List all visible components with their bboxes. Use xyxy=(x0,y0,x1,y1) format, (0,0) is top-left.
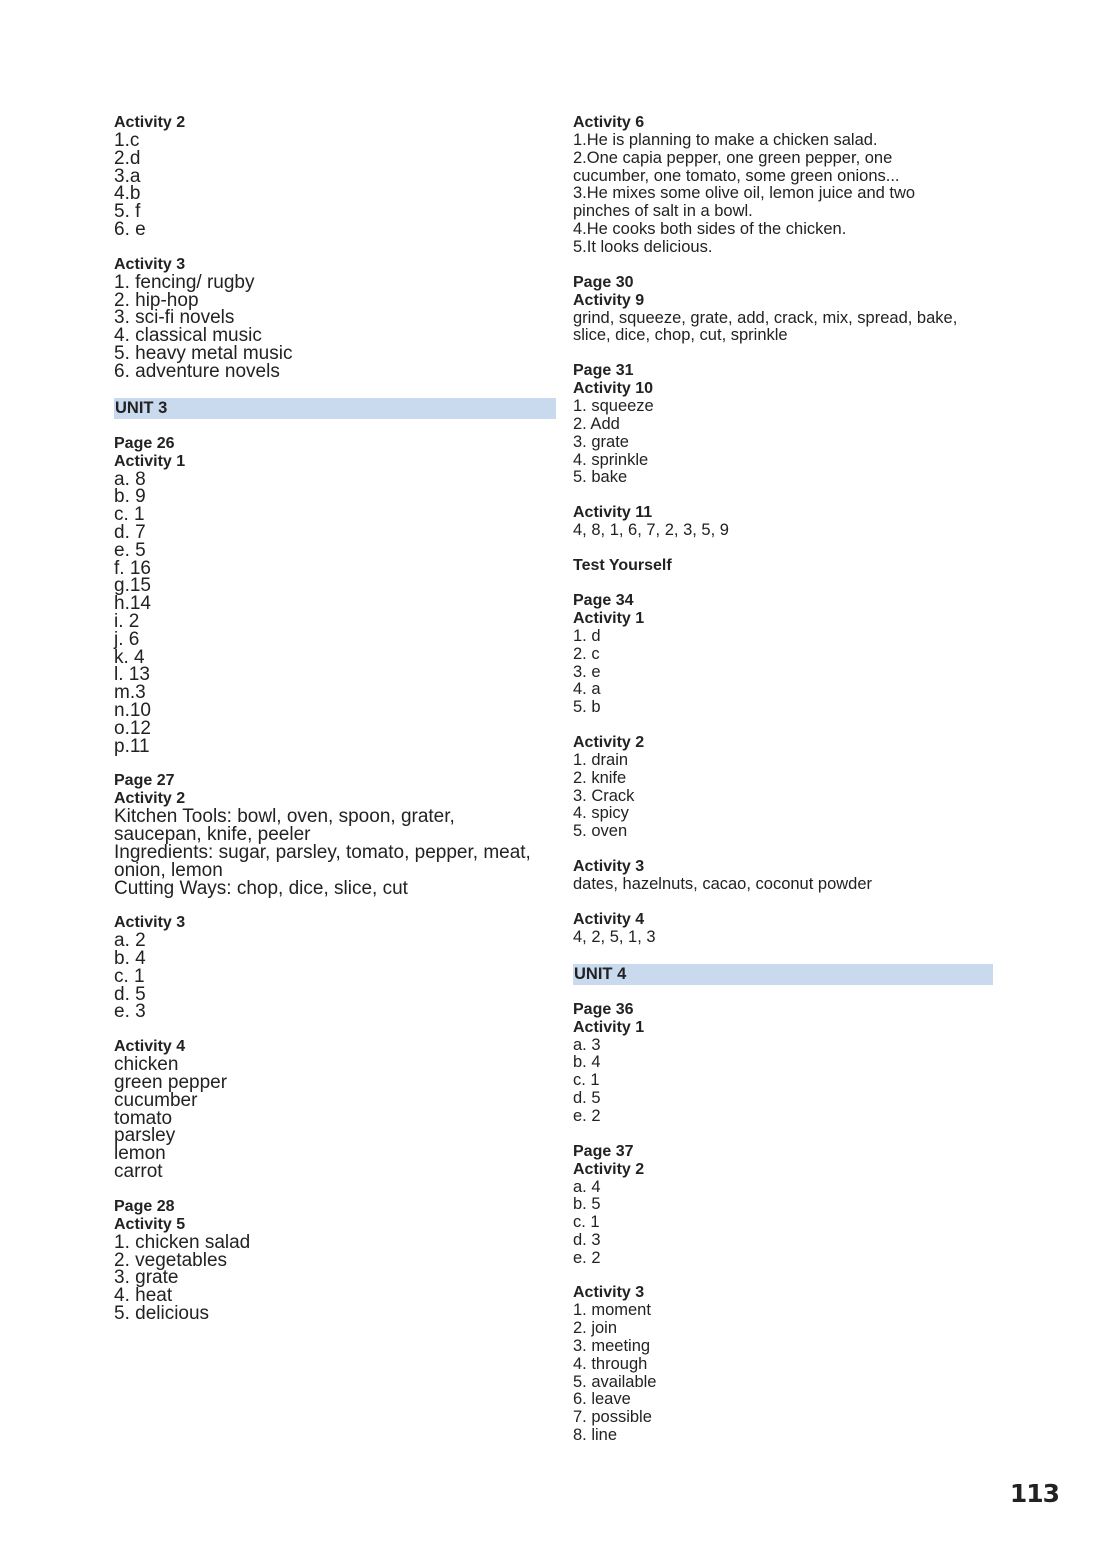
answer-line: 2. hip-hop xyxy=(114,289,199,311)
answer-block xyxy=(573,274,993,346)
answer-line: 5. f xyxy=(114,201,141,223)
answer-line: grind, squeeze, grate, add, crack, mix, spread, bake, xyxy=(573,308,958,327)
answer-line: Ingredients: sugar, parsley, tomato, pepper, meat, xyxy=(114,841,531,863)
answer-line: 5. available xyxy=(573,1372,657,1391)
answer-line: 2. join xyxy=(573,1319,618,1338)
answer-block xyxy=(573,592,993,717)
answer-line: a. 2 xyxy=(114,930,146,952)
section-heading: Page 28 xyxy=(114,1197,175,1215)
answer-line: g.15 xyxy=(114,575,151,597)
answer-line: n.10 xyxy=(114,699,151,721)
answer-line: c. 1 xyxy=(114,504,145,526)
answer-line: 5. bake xyxy=(573,468,628,487)
section-heading: Activity 10 xyxy=(573,380,654,398)
answer-line: 2. vegetables xyxy=(114,1249,228,1271)
answer-line: 4. heat xyxy=(114,1285,173,1307)
answer-line: parsley xyxy=(114,1125,176,1147)
answer-line: c. 1 xyxy=(573,1071,600,1090)
answer-line: tomato xyxy=(114,1107,173,1129)
answer-block xyxy=(573,504,993,540)
answer-line: 1. chicken salad xyxy=(114,1231,251,1253)
section-heading: Activity 1 xyxy=(573,1018,645,1036)
answer-block xyxy=(114,256,556,381)
answer-block xyxy=(573,858,993,894)
answer-line: 4. a xyxy=(573,680,601,699)
answer-line: 3.He mixes some olive oil, lemon juice and two xyxy=(573,184,916,203)
answer-line: 4. classical music xyxy=(114,325,262,347)
section-heading: Page 26 xyxy=(114,434,175,452)
answer-line: d. 7 xyxy=(114,521,146,543)
answer-line: d. 5 xyxy=(573,1088,601,1107)
answer-line: j. 6 xyxy=(114,628,140,650)
section-heading: Activity 2 xyxy=(573,733,645,751)
answer-line: 3. Crack xyxy=(573,786,635,805)
answer-line: dates, hazelnuts, cacao, coconut powder xyxy=(573,874,873,893)
section-heading: Activity 1 xyxy=(573,609,645,627)
section-heading: Activity 3 xyxy=(114,914,186,932)
answer-line: 4, 2, 5, 1, 3 xyxy=(573,927,656,946)
answer-line: o.12 xyxy=(114,717,151,739)
answer-line: 6. leave xyxy=(573,1390,631,1409)
answer-line: 4. sprinkle xyxy=(573,450,649,469)
answer-line: 3. meeting xyxy=(573,1337,651,1356)
answer-line: cucumber, one tomato, some green onions... xyxy=(573,166,900,185)
answer-line: 5. heavy metal music xyxy=(114,342,293,364)
section-heading: Activity 2 xyxy=(573,1160,645,1178)
section-heading: Activity 6 xyxy=(573,114,645,131)
answer-line: pinches of salt in a bowl. xyxy=(573,202,753,221)
answer-block xyxy=(573,1001,993,1126)
answer-line: 1. squeeze xyxy=(573,397,654,416)
section-heading: Test Yourself xyxy=(573,556,672,574)
answer-line: 6. e xyxy=(114,218,146,240)
answer-line: l. 13 xyxy=(114,664,150,686)
answer-line: Kitchen Tools: bowl, oven, spoon, grater, xyxy=(114,806,455,828)
answer-block xyxy=(114,1198,556,1323)
answer-line: 1. fencing/ rugby xyxy=(114,271,255,293)
answer-line: 1.He is planning to make a chicken salad. xyxy=(573,131,878,149)
answer-line: 7. possible xyxy=(573,1408,652,1427)
section-heading: Page 36 xyxy=(573,1000,634,1018)
answer-line: b. 5 xyxy=(573,1195,601,1214)
answer-line: 3. sci-fi novels xyxy=(114,307,235,329)
answer-block xyxy=(573,362,993,487)
answer-line: 2.One capia pepper, one green pepper, one xyxy=(573,148,893,167)
right-column xyxy=(573,114,993,1462)
answer-line: p.11 xyxy=(114,735,150,757)
answer-line: 5. delicious xyxy=(114,1303,210,1325)
section-heading: Page 37 xyxy=(573,1142,634,1160)
answer-line: chicken xyxy=(114,1054,179,1076)
answer-line: i. 2 xyxy=(114,610,140,632)
answer-line: 4.b xyxy=(114,183,141,205)
answer-line: 4. spicy xyxy=(573,804,629,823)
unit-heading: UNIT 3 xyxy=(114,398,556,419)
answer-line: Cutting Ways: chop, dice, slice, cut xyxy=(114,877,408,899)
answer-line: b. 9 xyxy=(114,486,146,508)
answer-line: h.14 xyxy=(114,593,151,615)
page-number: 113 xyxy=(1009,1479,1059,1508)
answer-block xyxy=(573,911,993,947)
answer-line: f. 16 xyxy=(114,557,151,579)
answer-line: 5. oven xyxy=(573,822,628,841)
answer-line: a. 3 xyxy=(573,1035,601,1054)
answer-block xyxy=(573,114,993,257)
answer-line: 4, 8, 1, 6, 7, 2, 3, 5, 9 xyxy=(573,521,729,540)
answer-line: cucumber xyxy=(114,1089,198,1111)
answer-line: b. 4 xyxy=(573,1053,601,1072)
section-heading: Page 34 xyxy=(573,591,634,609)
answer-line: d. 5 xyxy=(114,983,146,1005)
answer-line: slice, dice, chop, cut, sprinkle xyxy=(573,326,788,345)
answer-line: c. 1 xyxy=(573,1213,600,1232)
section-heading: Page 27 xyxy=(114,772,175,790)
answer-line: 5.It looks delicious. xyxy=(573,237,713,256)
unit-heading: UNIT 4 xyxy=(573,964,993,985)
answer-line: 1.c xyxy=(114,130,140,151)
answer-line: 2. Add xyxy=(573,414,620,433)
answer-line: b. 4 xyxy=(114,948,146,970)
answer-line: e. 2 xyxy=(573,1106,601,1125)
answer-line: 5. b xyxy=(573,698,601,717)
answer-line: 1. drain xyxy=(573,750,629,769)
answer-line: m.3 xyxy=(114,682,146,704)
section-heading: Activity 2 xyxy=(114,114,186,131)
section-heading: Activity 2 xyxy=(114,790,186,808)
answer-line: 2. knife xyxy=(573,768,627,787)
answer-line: 2. c xyxy=(573,644,600,663)
answer-line: 2.d xyxy=(114,147,141,169)
answer-line: 6. adventure novels xyxy=(114,360,280,382)
section-heading: Activity 4 xyxy=(573,910,645,928)
answer-line: 3. e xyxy=(573,662,601,681)
answer-line: saucepan, knife, peeler xyxy=(114,824,311,846)
answer-line: lemon xyxy=(114,1143,166,1165)
section-heading: Activity 3 xyxy=(573,857,645,875)
answer-line: carrot xyxy=(114,1161,163,1183)
answer-line: 1. moment xyxy=(573,1301,651,1320)
section-heading: Activity 4 xyxy=(114,1038,186,1056)
section-heading: Page 31 xyxy=(573,362,634,380)
answer-block xyxy=(573,557,993,575)
section-heading: Activity 3 xyxy=(573,1284,645,1302)
answer-line: 8. line xyxy=(573,1426,618,1445)
answer-line: a. 8 xyxy=(114,468,146,490)
answer-line: c. 1 xyxy=(114,965,145,987)
section-heading: Activity 5 xyxy=(114,1215,186,1233)
answer-line: 1. d xyxy=(573,626,601,645)
answer-block xyxy=(114,114,556,239)
answer-block xyxy=(573,1284,993,1444)
answer-line: 4. through xyxy=(573,1354,648,1373)
answer-line: onion, lemon xyxy=(114,859,223,881)
answer-block xyxy=(114,1038,556,1181)
section-heading: Activity 9 xyxy=(573,291,645,309)
answer-block xyxy=(573,1143,993,1268)
answer-block xyxy=(114,914,556,1021)
answer-line: green pepper xyxy=(114,1072,228,1094)
answer-line: e. 2 xyxy=(573,1248,601,1267)
section-heading: Activity 11 xyxy=(573,504,653,522)
answer-line: a. 4 xyxy=(573,1177,601,1196)
answer-line: d. 3 xyxy=(573,1230,601,1249)
answer-block xyxy=(114,772,556,897)
section-heading: Activity 1 xyxy=(114,452,186,470)
answer-block xyxy=(114,435,556,756)
answer-line: e. 5 xyxy=(114,539,146,561)
answer-line: 3. grate xyxy=(573,432,629,451)
answer-line: 3. grate xyxy=(114,1267,179,1289)
section-heading: Page 30 xyxy=(573,273,634,291)
answer-block xyxy=(573,734,993,841)
section-heading: Activity 3 xyxy=(114,255,186,273)
answer-line: k. 4 xyxy=(114,646,145,668)
answer-line: 4.He cooks both sides of the chicken. xyxy=(573,219,847,238)
left-column xyxy=(114,114,556,1340)
answer-line: e. 3 xyxy=(114,1001,146,1023)
answer-line: 3.a xyxy=(114,165,141,187)
